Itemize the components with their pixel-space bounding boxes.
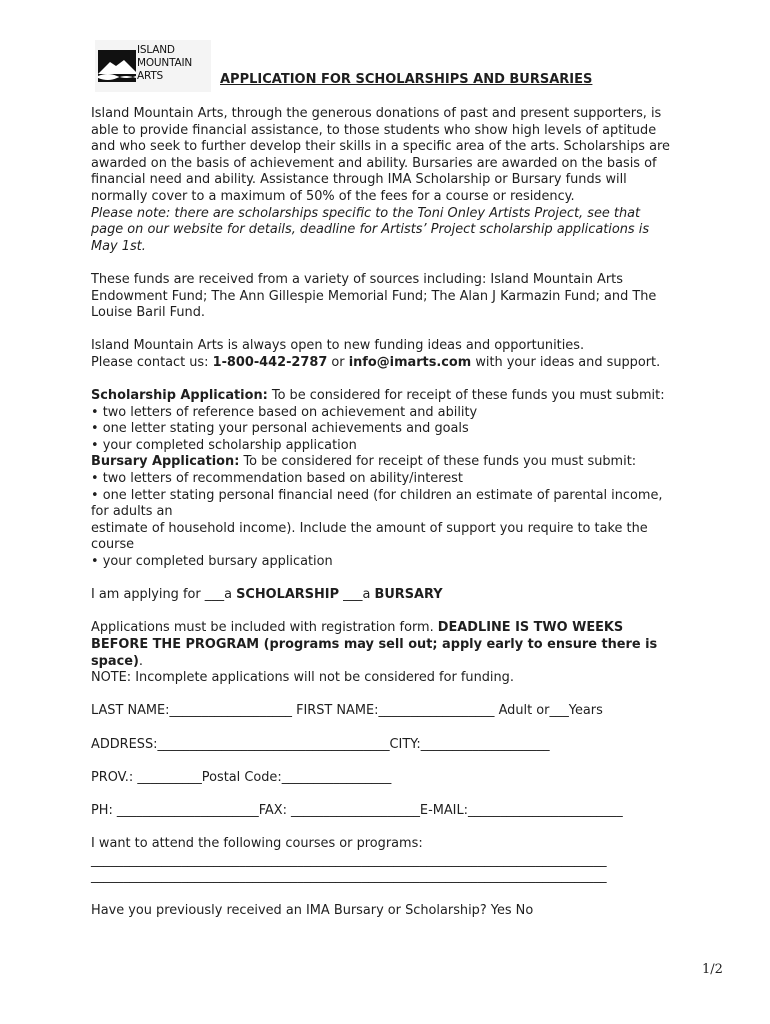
document-body [91,106,726,919]
address-field-line[interactable]: ADDRESS:____________________________________CITY:____________________ [91,736,550,752]
intro-line: able to provide financial assistance, to those students who show high levels of aptitude [91,122,657,138]
bursary-heading-label: Bursary Application: [91,454,240,470]
list-item: for adults an [91,504,173,520]
funds-line: Endowment Fund; The Ann Gillespie Memorial Fund; The Alan J Karmazin Fund; and The [91,288,657,304]
list-item: • one letter stating your personal achievements and goals [91,421,469,437]
deadline-line [91,637,726,654]
list-item: • your completed scholarship application [91,437,357,453]
scholarship-option[interactable]: SCHOLARSHIP [236,587,340,603]
intro-line: normally cover to a maximum of 50% of the fees for a course or residency. [91,188,575,204]
funds-line: These funds are received from a variety of sources including: Island Mountain Arts [91,271,623,287]
previous-award-question[interactable]: Have you previously received an IMA Bursary or Scholarship? Yes No [91,902,534,918]
contact-line: Island Mountain Arts is always open to new funding ideas and opportunities. [91,338,585,354]
applying-prefix: I am applying for ___a [91,587,237,603]
note-line: Please note: there are scholarships specific to the Toni Onley Artists Project, see that [91,205,641,221]
logo-wordmark [137,44,192,83]
postal-field-line[interactable]: PROV.: __________Postal Code:_________________ [91,769,392,785]
deadline-note: NOTE: Incomplete applications will not be considered for funding. [91,670,514,686]
list-item: • one letter stating personal financial need (for children an estimate of parental income, [91,487,663,503]
applying-mid: ___a [339,587,375,603]
contact-field-line[interactable]: PH: ______________________FAX: ____________________E-MAIL:________________________ [91,802,623,818]
intro-line: and who seek to further develop their skills in a specific area of the arts. Scholarships are [91,139,670,155]
page-number: 1/2 [702,962,723,977]
courses-label: I want to attend the following courses or programs: [91,836,423,852]
mountain-logo-icon [98,50,136,82]
phone-number[interactable]: 1-800-442-2787 [212,354,328,370]
logo-line: ARTS [137,70,163,82]
deadline-bold: BEFORE THE PROGRAM (programs may sell out; apply early to ensure there is [91,637,658,652]
scholarship-heading-label: Scholarship Application: [91,388,268,404]
courses-field-line[interactable]: ________________________________________________________________________________ [91,869,607,885]
deadline-line [91,620,726,637]
name-field-line[interactable]: LAST NAME:___________________ FIRST NAME:__________________ Adult or___Years [91,703,603,719]
contact-prefix: Please contact us: [91,354,213,370]
intro-line: awarded on the basis of achievement and ability. Bursaries are awarded on the basis of [91,155,657,171]
deadline-prefix: Applications must be included with registration form. [91,620,438,636]
contact-or: or [327,354,349,370]
funds-line: Louise Baril Fund. [91,305,205,321]
list-item: course [91,537,135,553]
scholarship-heading [91,388,726,405]
applying-line [91,587,726,604]
contact-line [91,355,726,372]
logo [95,40,211,92]
note-line: May 1st. [91,238,146,254]
list-item: • your completed bursary application [91,554,333,570]
courses-field-line[interactable]: ________________________________________________________________________________ [91,852,607,868]
document-title: APPLICATION FOR SCHOLARSHIPS AND BURSARIES [220,72,593,87]
logo-line: ISLAND [137,44,175,56]
note-line: page on our website for details, deadline for Artists’ Project scholarship applications is [91,222,650,238]
intro-line: Island Mountain Arts, through the generous donations of past and present supporters, is [91,106,662,121]
bursary-heading [91,454,726,471]
email-address[interactable]: info@imarts.com [348,354,472,370]
deadline-bold: DEADLINE IS TWO WEEKS [437,620,624,636]
bursary-intro: To be considered for receipt of these funds you must submit: [239,454,637,470]
list-item: • two letters of reference based on achievement and ability [91,404,478,420]
bursary-option[interactable]: BURSARY [374,587,443,603]
intro-line: financial need and ability. Assistance through IMA Scholarship or Bursary funds will [91,172,627,188]
contact-suffix: with your ideas and support. [471,354,661,370]
scholarship-intro: To be considered for receipt of these funds you must submit: [267,388,665,404]
deadline-dot: . [138,653,143,669]
deadline-line [91,654,726,671]
deadline-bold: space) [91,653,139,669]
logo-line: MOUNTAIN [137,57,192,69]
list-item: • two letters of recommendation based on ability/interest [91,471,463,487]
list-item: estimate of household income). Include the amount of support you require to take the [91,520,648,536]
